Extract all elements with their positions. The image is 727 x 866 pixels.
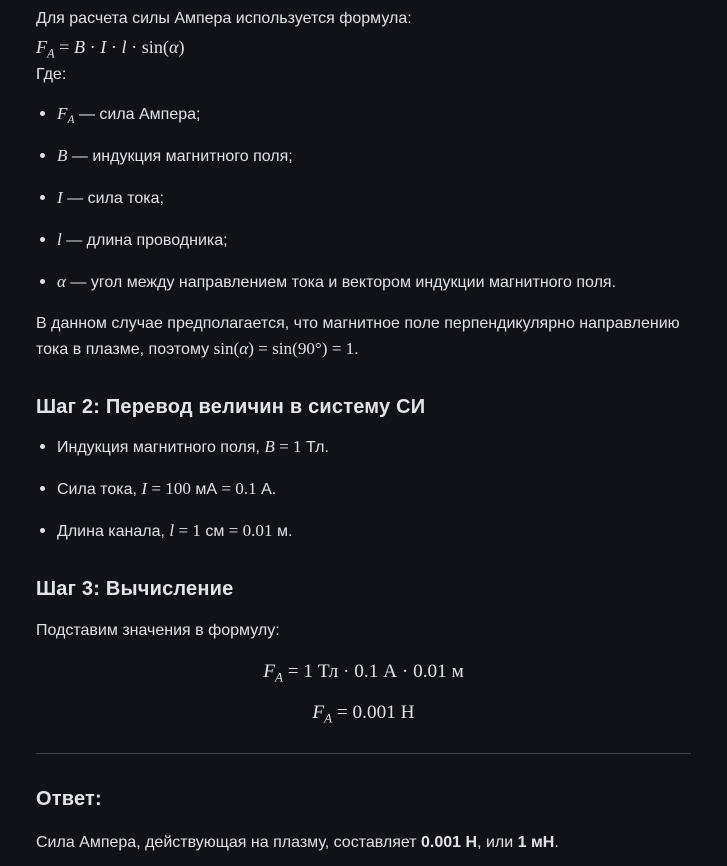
answer-paragraph: Сила Ампера, действующая на плазму, составляет 0.001 Н, или 1 мН. xyxy=(36,834,559,851)
where-label: Где: xyxy=(36,66,67,83)
solution-document xyxy=(36,6,691,855)
list-item: Сила тока, I = 100 мА = 0.1 А. xyxy=(36,476,691,502)
note-paragraph: В данном случае предполагается, что магнитное поле перпендикулярно направлению тока в плазме, поэтому sin(α) = sin(90°) = 1. xyxy=(36,315,680,358)
list-item: l — длина проводника; xyxy=(36,227,691,253)
list-item: $F_A$ — сила Ампера; xyxy=(36,101,691,127)
list-item: B — индукция магнитного поля; xyxy=(36,143,691,169)
result-formula: $F_A = 0.001$ Н xyxy=(312,702,415,726)
list-item: Индукция магнитного поля, B = 1 Тл. xyxy=(36,434,691,460)
divider xyxy=(36,753,691,754)
step3-lead: Подставим значения в формулу: xyxy=(36,622,280,639)
step2-list xyxy=(36,434,691,544)
intro-paragraph: Для расчета силы Ампера используется формула: xyxy=(36,10,412,27)
answer-heading: Ответ: xyxy=(36,788,102,810)
list-item: α — угол между направлением тока и вектором индукции магнитного поля. xyxy=(36,269,691,295)
calculation-formula: $F_A = 1$ Тл · 0.1 А · 0.01 м xyxy=(263,661,464,685)
definitions-list xyxy=(36,101,691,295)
list-item: I — сила тока; xyxy=(36,185,691,211)
ampere-formula: $F_A = B \cdot I \cdot l \cdot \sin(\alpha)$ xyxy=(36,37,185,61)
list-item: Длина канала, l = 1 см = 0.01 м. xyxy=(36,518,691,544)
step2-heading: Шаг 2: Перевод величин в систему СИ xyxy=(36,396,426,418)
step3-heading: Шаг 3: Вычисление xyxy=(36,578,234,600)
